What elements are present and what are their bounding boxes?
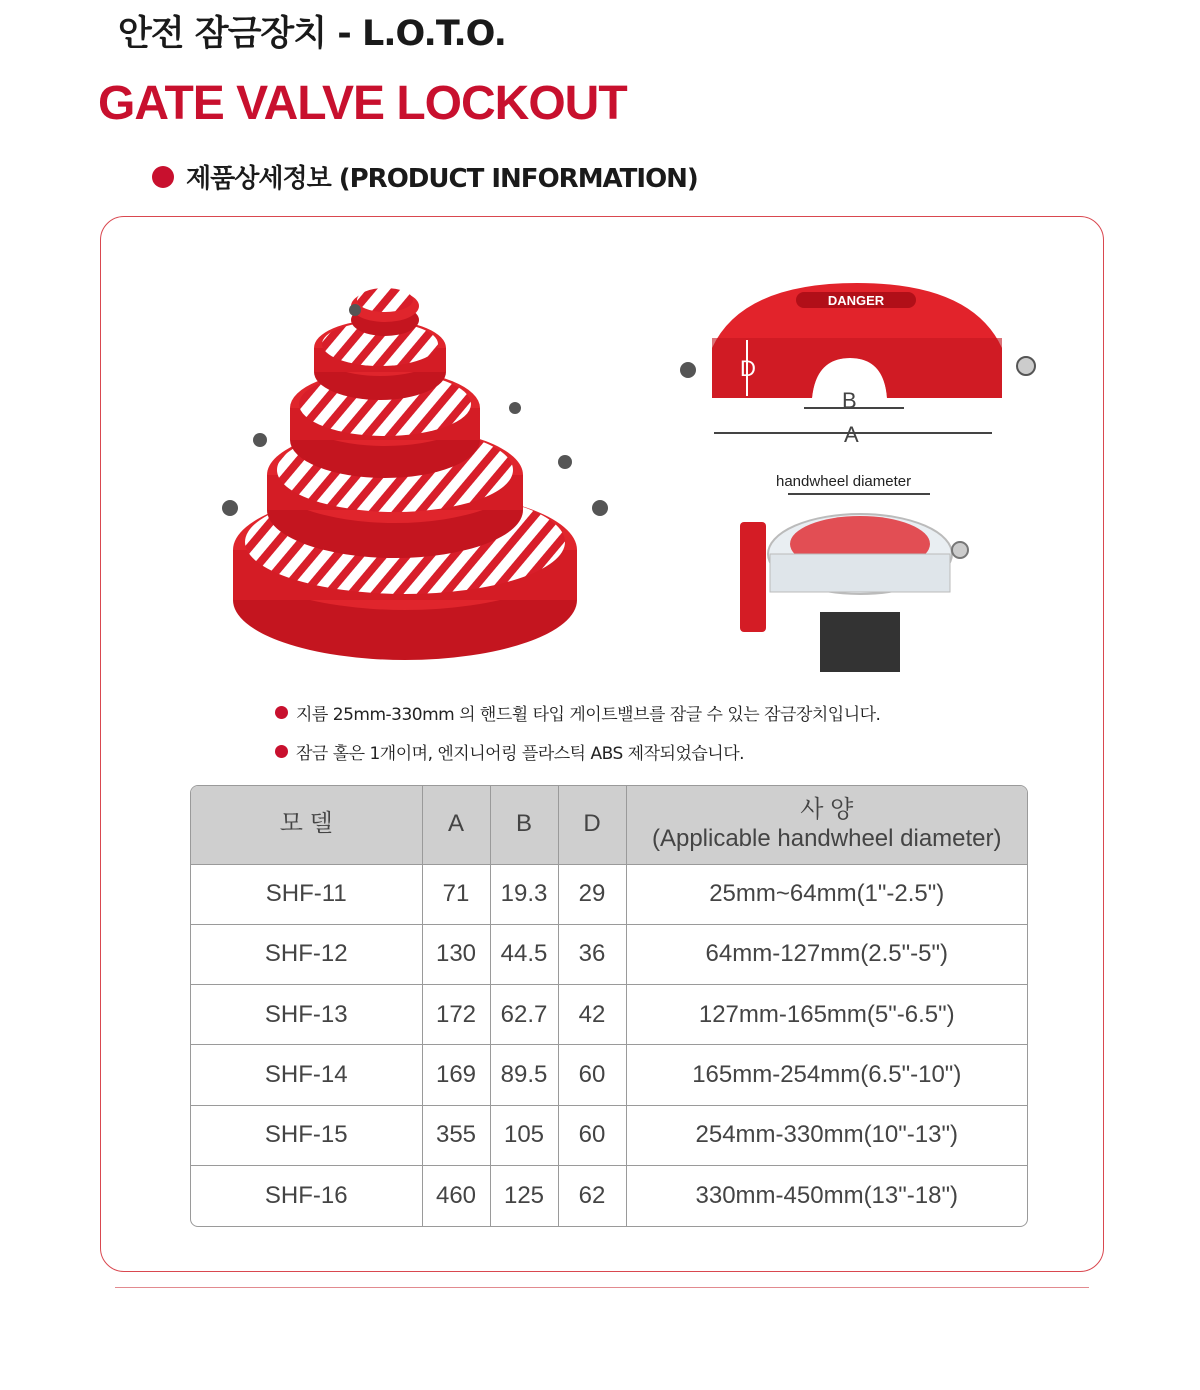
cell-spec: 25mm~64mm(1"-2.5") — [626, 864, 1027, 924]
cell-b: 62.7 — [490, 985, 558, 1045]
cell-b: 44.5 — [490, 924, 558, 984]
cell-a: 130 — [422, 924, 490, 984]
cell-model: SHF-12 — [191, 924, 422, 984]
cell-b: 105 — [490, 1105, 558, 1165]
bullet-dot-icon — [275, 745, 288, 758]
cell-spec: 165mm-254mm(6.5"-10") — [626, 1045, 1027, 1105]
product-photo — [210, 280, 620, 670]
spec-header-line1: 사 양 — [800, 795, 854, 823]
divider — [115, 1287, 1089, 1288]
cell-spec: 254mm-330mm(10"-13") — [626, 1105, 1027, 1165]
cell-d: 60 — [558, 1105, 626, 1165]
handwheel-label: handwheel diameter — [776, 473, 912, 490]
dim-d-label: D — [740, 356, 756, 381]
table-row — [191, 985, 1027, 1045]
table-row — [191, 1045, 1027, 1105]
table-row — [191, 1165, 1027, 1225]
col-header-model: 모 델 — [191, 786, 422, 864]
cell-a: 460 — [422, 1165, 490, 1225]
section-heading — [152, 158, 698, 195]
spec-table — [191, 786, 1027, 1226]
cell-d: 60 — [558, 1045, 626, 1105]
table-row — [191, 1105, 1027, 1165]
bullet-text: 잠금 홀은 1개이며, 엔지니어링 플라스틱 ABS 제작되었습니다. — [296, 744, 745, 764]
dimension-diagram — [672, 278, 1042, 448]
list-item — [275, 739, 880, 764]
col-header-spec — [626, 786, 1027, 864]
section-label: 제품상세정보 (PRODUCT INFORMATION) — [186, 164, 698, 194]
bullet-dot-icon — [275, 706, 288, 719]
bullet-text: 지름 25mm-330mm 의 핸드휠 타입 게이트밸브를 잠글 수 있는 잠금장치입니다. — [296, 705, 881, 725]
cell-b: 89.5 — [490, 1045, 558, 1105]
cell-a: 71 — [422, 864, 490, 924]
feature-bullets — [275, 700, 880, 778]
cell-a: 355 — [422, 1105, 490, 1165]
table-row — [191, 924, 1027, 984]
danger-label: DANGER — [827, 293, 885, 308]
handwheel-photo — [720, 462, 980, 672]
dim-b-label: B — [842, 388, 857, 413]
list-item — [275, 700, 880, 725]
cell-model: SHF-14 — [191, 1045, 422, 1105]
spec-header-line2: (Applicable handwheel diameter) — [651, 824, 1002, 852]
cell-spec: 64mm-127mm(2.5"-5") — [626, 924, 1027, 984]
table-header-row — [191, 786, 1027, 864]
product-title: GATE VALVE LOCKOUT — [98, 77, 627, 130]
cell-d: 29 — [558, 864, 626, 924]
cell-b: 125 — [490, 1165, 558, 1225]
cell-d: 42 — [558, 985, 626, 1045]
cell-model: SHF-13 — [191, 985, 422, 1045]
cell-d: 36 — [558, 924, 626, 984]
spec-table-wrapper — [190, 785, 1028, 1227]
cell-model: SHF-16 — [191, 1165, 422, 1225]
cell-d: 62 — [558, 1165, 626, 1225]
dim-a-label: A — [844, 422, 859, 447]
cell-spec: 330mm-450mm(13"-18") — [695, 1181, 958, 1209]
korean-title: 안전 잠금장치 - L.O.T.O. — [118, 14, 506, 54]
table-row — [191, 864, 1027, 924]
col-header-a: A — [422, 786, 490, 864]
col-header-d: D — [558, 786, 626, 864]
cell-model: SHF-11 — [191, 864, 422, 924]
cell-b: 19.3 — [490, 864, 558, 924]
cell-model: SHF-15 — [191, 1105, 422, 1165]
cell-spec: 127mm-165mm(5"-6.5") — [626, 985, 1027, 1045]
cell-a: 172 — [422, 985, 490, 1045]
col-header-b: B — [490, 786, 558, 864]
cell-a: 169 — [422, 1045, 490, 1105]
bullet-dot-icon — [152, 166, 174, 188]
